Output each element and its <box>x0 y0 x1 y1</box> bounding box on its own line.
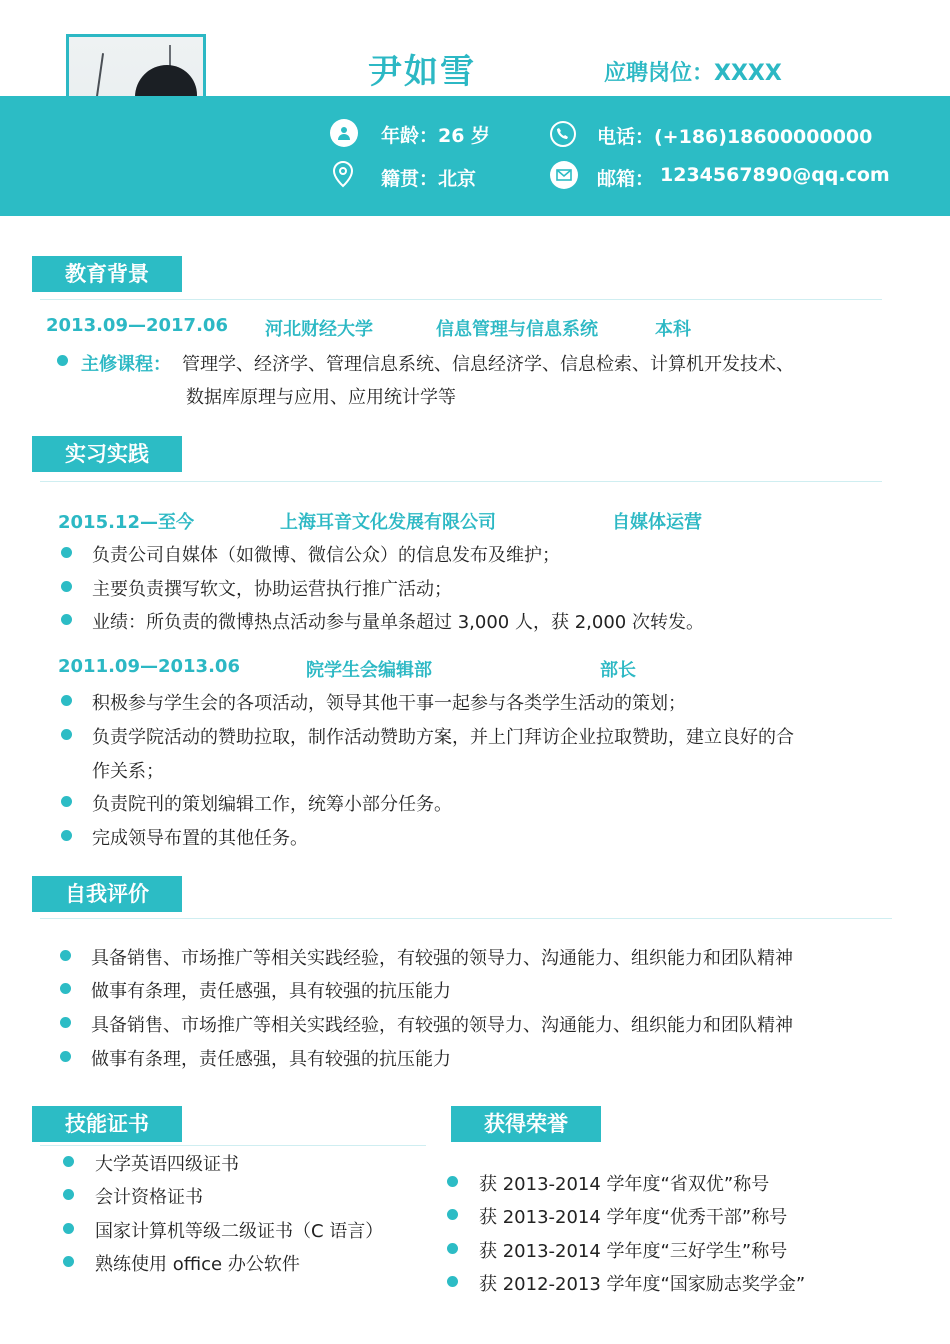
bullet-dot <box>61 581 72 592</box>
candidate-name: 尹如雪 <box>368 52 476 92</box>
education-degree: 本科 <box>655 319 691 340</box>
phone-icon <box>550 121 576 147</box>
section-divider <box>40 299 882 300</box>
education-major: 信息管理与信息系统 <box>436 319 598 340</box>
hometown-text: 籍贯：北京 <box>381 168 477 190</box>
list-item: 完成领导布置的其他任务。 <box>92 828 308 849</box>
bullet-dot <box>63 1156 74 1167</box>
list-item: 负责公司自媒体（如微博、微信公众）的信息发布及维护； <box>92 545 560 566</box>
bullet-dot <box>447 1276 458 1287</box>
job-period: 2011.09—2013.06 <box>58 656 240 677</box>
section-title-self-evaluation: 自我评价 <box>32 876 182 912</box>
bullet-dot <box>57 355 68 366</box>
list-item: 获 2012-2013 学年度“国家励志奖学金” <box>479 1274 806 1295</box>
list-item: 获 2013-2014 学年度“优秀干部”称号 <box>479 1207 788 1228</box>
education-school: 河北财经大学 <box>265 319 373 340</box>
list-item: 会计资格证书 <box>95 1187 203 1208</box>
user-icon <box>330 119 358 147</box>
bullet-dot <box>61 547 72 558</box>
list-item: 获 2013-2014 学年度“省双优”称号 <box>479 1174 770 1195</box>
list-item: 国家计算机等级二级证书（C 语言） <box>95 1221 384 1242</box>
list-item: 大学英语四级证书 <box>95 1154 239 1175</box>
courses-line: 数据库原理与应用、应用统计学等 <box>186 387 456 408</box>
bullet-dot <box>61 729 72 740</box>
section-divider <box>40 1145 426 1146</box>
courses-label: 主修课程： <box>81 354 171 375</box>
mail-icon <box>550 161 578 189</box>
email-label: 邮箱： <box>597 168 655 190</box>
bullet-dot <box>61 796 72 807</box>
bullet-dot <box>63 1256 74 1267</box>
bullet-dot <box>60 950 71 961</box>
list-item: 具备销售、市场推广等相关实践经验，有较强的领导力、沟通能力、组织能力和团队精神 <box>91 1015 793 1036</box>
job-role: 自媒体运营 <box>612 512 702 533</box>
job-org: 院学生会编辑部 <box>306 660 432 681</box>
job-period: 2015.12—至今 <box>58 512 194 533</box>
bullet-dot <box>60 1017 71 1028</box>
applied-position: 应聘岗位：XXXX <box>604 61 782 86</box>
courses-line: 管理学、经济学、管理信息系统、信息经济学、信息检索、计算机开发技术、 <box>182 354 794 375</box>
bullet-dot <box>447 1243 458 1254</box>
section-title-education: 教育背景 <box>32 256 182 292</box>
bullet-dot <box>61 830 72 841</box>
job-org: 上海耳音文化发展有限公司 <box>280 512 496 533</box>
section-divider <box>40 481 882 482</box>
bullet-dot <box>63 1223 74 1234</box>
list-item: 负责学院活动的赞助拉取，制作活动赞助方案，并上门拜访企业拉取赞助，建立良好的合 <box>92 727 794 748</box>
list-item: 负责院刊的策划编辑工作，统筹小部分任务。 <box>92 794 452 815</box>
list-item: 做事有条理，责任感强，具有较强的抗压能力 <box>91 1049 451 1070</box>
location-pin-icon <box>330 160 356 192</box>
list-item: 业绩：所负责的微博热点活动参与量单条超过 3,000 人，获 2,000 次转发。 <box>92 612 704 633</box>
age-text: 年龄：26 岁 <box>381 125 491 147</box>
section-title-internship: 实习实践 <box>32 436 182 472</box>
info-banner <box>0 96 950 216</box>
list-item: 主要负责撰写软文，协助运营执行推广活动； <box>92 579 452 600</box>
bullet-dot <box>60 983 71 994</box>
list-item: 获 2013-2014 学年度“三好学生”称号 <box>479 1241 788 1262</box>
bullet-dot <box>63 1189 74 1200</box>
bullet-dot <box>61 614 72 625</box>
section-title-honors: 获得荣誉 <box>451 1106 601 1142</box>
phone-text: 电话：(+186)18600000000 <box>597 126 873 148</box>
list-item: 作关系； <box>92 761 164 782</box>
bullet-dot <box>61 695 72 706</box>
job-role: 部长 <box>600 660 636 681</box>
bullet-dot <box>60 1051 71 1062</box>
list-item: 熟练使用 office 办公软件 <box>95 1254 300 1275</box>
list-item: 具备销售、市场推广等相关实践经验，有较强的领导力、沟通能力、组织能力和团队精神 <box>91 948 793 969</box>
education-period: 2013.09—2017.06 <box>46 315 228 336</box>
bullet-dot <box>447 1176 458 1187</box>
list-item: 做事有条理，责任感强，具有较强的抗压能力 <box>91 981 451 1002</box>
list-item: 积极参与学生会的各项活动，领导其他干事一起参与各类学生活动的策划； <box>92 693 686 714</box>
section-divider <box>40 918 892 919</box>
section-title-skills: 技能证书 <box>32 1106 182 1142</box>
bullet-dot <box>447 1209 458 1220</box>
email-text[interactable]: 1234567890@qq.com <box>660 164 890 186</box>
